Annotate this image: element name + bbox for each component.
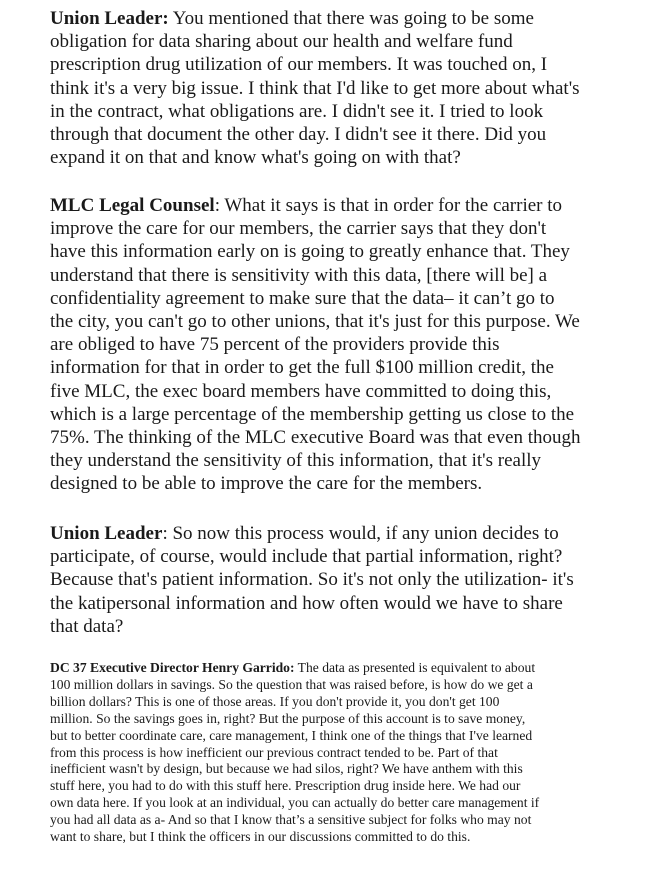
text-line: have this information early on is going to greatly enhance that. They <box>50 241 570 263</box>
text-line: Because that's patient information. So it's not only the utilization- it's <box>50 569 574 591</box>
text-line: through that document the other day. I didn't see it there. Did you <box>50 124 547 146</box>
paragraph-mlc-legal-counsel <box>50 194 620 496</box>
text-line: 100 million dollars in savings. So the question that was raised before, is how do we get a <box>50 676 533 692</box>
speaker-name: MLC Legal Counsel <box>50 195 215 216</box>
paragraph-union-leader-2 <box>50 522 620 638</box>
text-line: inefficient wasn't by design, but because we had silos, right? We have anthem with this <box>50 761 523 777</box>
text-line: million. So the savings goes in, right? But the purpose of this account is to save money, <box>50 710 526 726</box>
text-line: they understand the sensitivity of this information, that it's really <box>50 450 542 472</box>
text-line: stuff here, you had to do with this stuff here. Prescription drug inside here. We had our <box>50 778 521 794</box>
text-line <box>50 194 620 217</box>
text-line: think it's a very big issue. I think that I'd like to get more about what's <box>50 77 580 99</box>
text-line <box>50 7 620 30</box>
text-line: obligation for data sharing about our health and welfare fund <box>50 31 513 53</box>
text-line: in the contract, what obligations are. I didn't see it. I tried to look <box>50 100 544 122</box>
text-line: own data here. If you look at an individual, you can actually do better care management if <box>50 795 540 811</box>
text-line <box>50 660 620 677</box>
text-line: want to share, but I think the officers in our discussions committed to do this. <box>50 829 471 845</box>
text-line: the katipersonal information and how often would we have to share <box>50 592 563 614</box>
text-line: prescription drug utilization of our members. It was touched on, I <box>50 54 548 76</box>
text-line: information for that in order to get the full $100 million credit, the <box>50 357 554 379</box>
text-line: five MLC, the exec board members have committed to doing this, <box>50 380 552 402</box>
text-line: designed to be able to improve the care for the members. <box>50 473 483 495</box>
text-line: from this process is how inefficient our previous contract tended to be. Part of that <box>50 744 498 760</box>
line-text: The data as presented is equivalent to about <box>294 660 536 675</box>
paragraph-union-leader-1 <box>50 7 620 169</box>
paragraph-henry-garrido <box>50 660 620 846</box>
line-text: : So now this process would, if any union decides to <box>162 523 559 544</box>
text-line: which is a large percentage of the membership getting us close to the <box>50 403 575 425</box>
text-line: understand that there is sensitivity with this data, [there will be] a <box>50 264 548 286</box>
speaker-name: DC 37 Executive Director Henry Garrido: <box>50 660 295 675</box>
text-line: the city, you can't go to other unions, that it's just for this purpose. We <box>50 311 580 333</box>
line-text: : What it says is that in order for the carrier to <box>214 195 563 216</box>
text-line: improve the care for our members, the carrier says that they don't <box>50 218 547 240</box>
text-line <box>50 522 620 545</box>
text-line: confidentiality agreement to make sure that the data– it can’t go to <box>50 287 555 309</box>
text-line: participate, of course, would include that partial information, right? <box>50 546 563 568</box>
speaker-name: Union Leader <box>50 523 163 544</box>
text-line: are obliged to have 75 percent of the providers provide this <box>50 334 500 356</box>
text-line: you had all data as a- And so that I know that’s a sensitive subject for folks who may not <box>50 812 532 828</box>
speaker-name: Union Leader: <box>50 8 169 29</box>
text-line: but to better coordinate care, care management, I think one of the things that I've learned <box>50 727 533 743</box>
text-line: 75%. The thinking of the MLC executive Board was that even though <box>50 427 581 449</box>
text-line: billion dollars? This is one of those areas. If you don't provide it, you don't get 100 <box>50 693 500 709</box>
text-line: expand it on that and know what's going on with that? <box>50 147 461 169</box>
text-line: that data? <box>50 615 124 637</box>
line-text: You mentioned that there was going to be some <box>168 8 534 29</box>
